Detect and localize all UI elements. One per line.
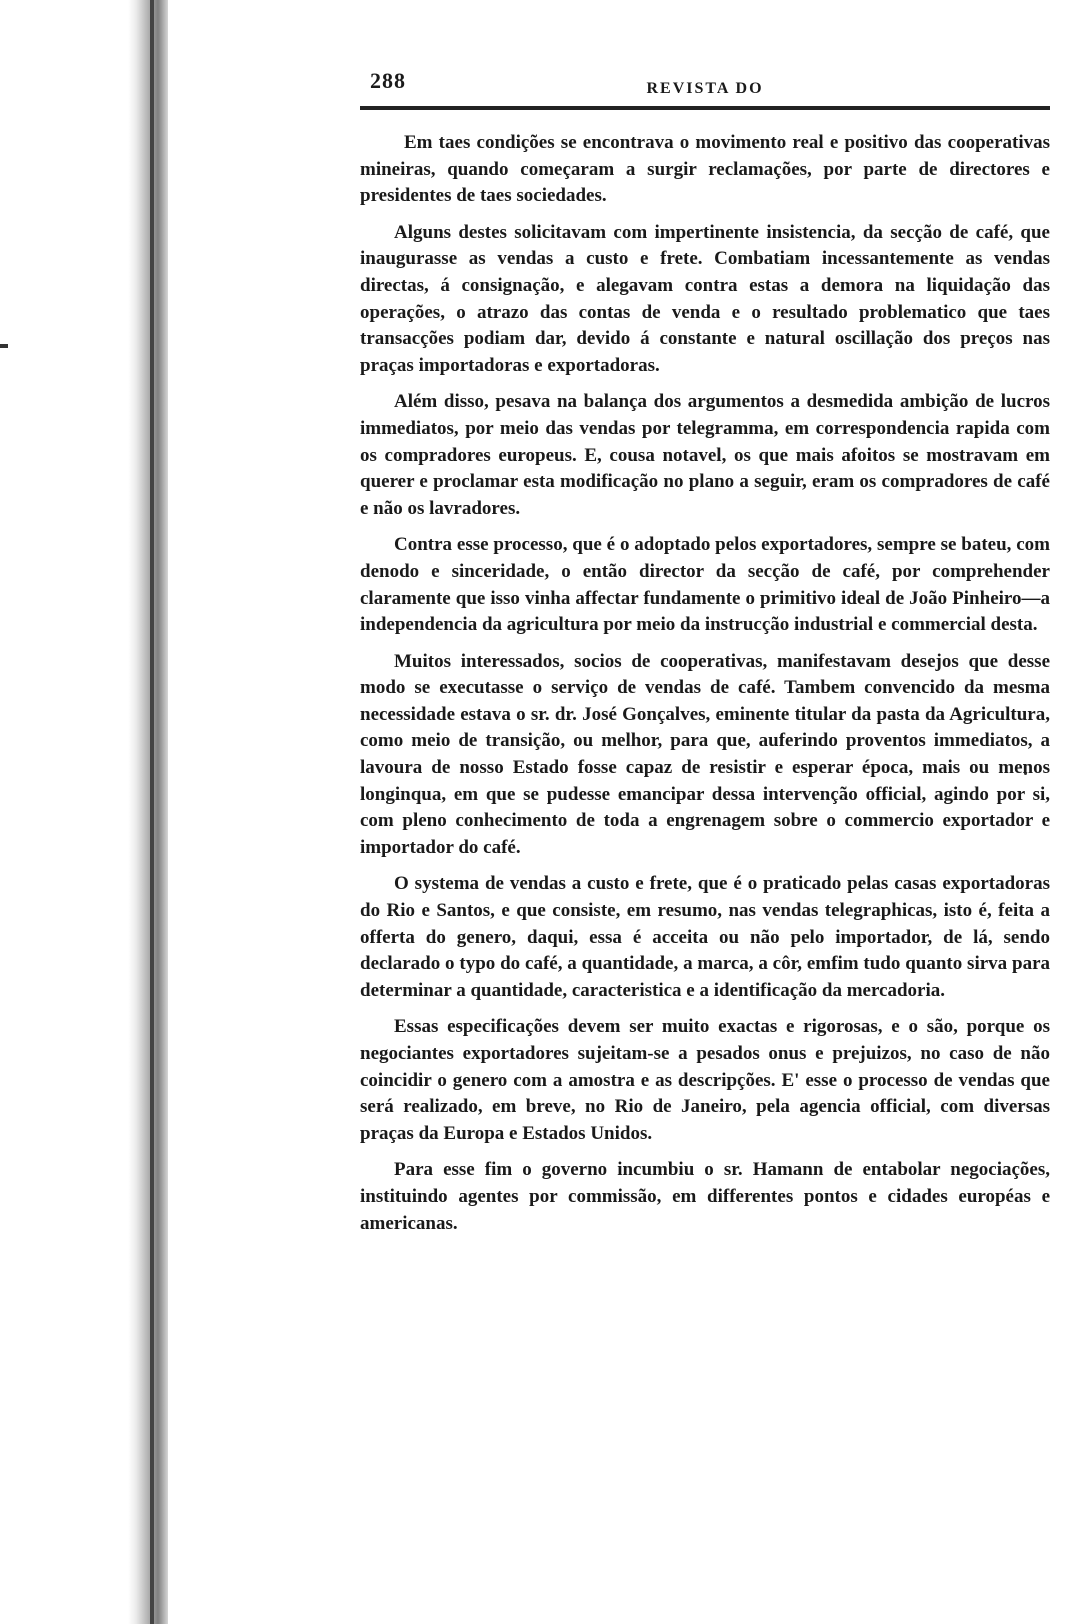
paragraph: Essas especificações devem ser muito exactas e rigorosas, e o são, porque os negociantes exportadores sujeitam-se a pesados onus e prejuizos, no caso de não coincidir o genero com a amostra e as descripções. E' esse o processo de vendas que será realizado, em breve, no Rio de Janeiro, pela agencia official, com diversas praças da Europa e Estados Unidos. [360,1016,1050,1144]
running-head [360,60,1050,106]
book-gutter-line [150,0,154,1624]
paragraph: Contra esse processo, que é o adoptado pelos exportadores, sempre se bateu, com denodo e sinceridade, o então director da secção de café, por comprehender claramente que isso vinha affectar fundamente o primitivo ideal de João Pinheiro—a independencia da agricultura por meio da instrucção industrial e commercial desta. [360,534,1050,636]
paragraph: Muitos interessados, socios de cooperativas, manifestavam desejos que desse modo se executasse o serviço de vendas de café. Tambem convencido da mesma necessidade estava o sr. dr. José Gonçalves, eminente titular da pasta da Agricultura, como meio de transição, ou melhor, para que, auferindo proventos immediatos, a lavoura de nosso Estado fosse capaz de resistir e esperar época, mais ou menos longinqua, em que se pudesse emancipar dessa intervenção official, agindo por si, com pleno conhecimento de toda a engrenagem sobre o commercio exportador e importador do café. [360,650,1050,858]
paragraph: Além disso, pesava na balança dos argumentos a desmedida ambição de lucros immediatos, por meio das vendas por telegramma, em correspondencia rapida com os compradores europeus. E, cousa notavel, os que mais afoitos se mostravam em querer e proclamar esta modificação no plano a seguir, eram os compradores de café e não os lavradores. [360,391,1050,519]
margin-mark [0,344,8,348]
running-head-title: REVISTA DO [646,80,764,97]
book-page [360,60,1050,1247]
body-text [360,130,1050,1237]
paragraph: Alguns destes solicitavam com impertinente insistencia, da secção de café, que inaugurasse as vendas a custo e frete. Combatiam incessantemente as vendas directas, á consignação, e alegavam contra estas a demora na liquidação das operações, o atrazo das contas de venda e o resultado problematico que taes transacções podiam dar, devido á constante e natural oscillação dos preços nas praças importadoras e exportadoras. [360,221,1050,376]
page-number: 288 [370,68,406,93]
paragraph: Para esse fim o governo incumbiu o sr. Hamann de entabolar negociações, instituindo agentes por commissão, em differentes pontos e cidades européas e americanas. [360,1159,1050,1234]
book-binding-shadow [128,0,168,1624]
paragraph: Em taes condições se encontrava o movimento real e positivo das cooperativas mineiras, quando começaram a surgir reclamações, por parte de directores e presidentes de taes sociedades. [360,132,1050,207]
header-rule [360,106,1050,110]
paragraph: O systema de vendas a custo e frete, que é o praticado pelas casas exportadoras do Rio e Santos, e que consiste, em resumo, nas vendas telegraphicas, isto é, feita a offerta do genero, daqui, essa é acceita ou não pelo importador, de lá, sendo declarado o typo do café, a quantidade, a marca, a côr, emfim tudo quanto sirva para determinar a quantidade, caracteristica e a identificação da mercadoria. [360,873,1050,1001]
